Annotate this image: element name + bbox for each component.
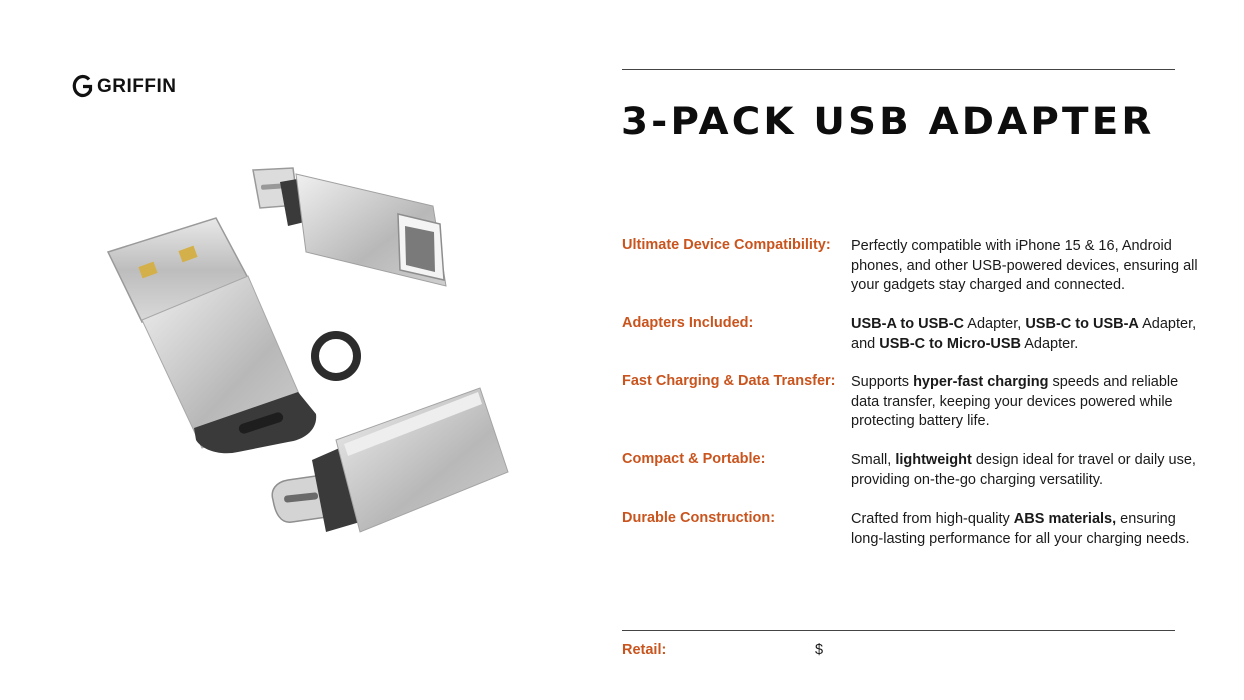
- feature-label-compact: Compact & Portable:: [622, 451, 766, 467]
- retail-price: $: [815, 642, 824, 658]
- page-title: 3-PACK USB ADAPTER: [621, 100, 1155, 143]
- feature-desc-text: Perfectly compatible with iPhone 15 & 16, Android phones, and other USB-powered devices, ensuring all your gadgets stay charged and connected.: [851, 238, 1198, 293]
- feature-desc-durable: [851, 510, 1201, 549]
- brand-logo: [72, 74, 177, 99]
- feature-label-fast-charging: Fast Charging & Data Transfer:: [622, 373, 836, 389]
- bottom-divider: [622, 630, 1175, 631]
- feature-desc-text: Adapter, and: [851, 316, 1197, 352]
- adapter-name-c-to-micro: USB-C to Micro-USB: [879, 335, 1022, 352]
- feature-highlight: ABS materials,: [1013, 511, 1117, 527]
- feature-desc-text: ensuring long-lasting performance for all your charging needs.: [851, 511, 1190, 547]
- feature-label-compatibility: Ultimate Device Compatibility:: [622, 237, 831, 253]
- adapter-usb-c-to-usb-a: [253, 168, 446, 286]
- feature-highlight: lightweight: [895, 452, 972, 468]
- feature-label-adapters: Adapters Included:: [622, 315, 754, 331]
- retail-label: Retail:: [622, 642, 667, 658]
- top-divider: [622, 69, 1175, 70]
- adapter-name-c-to-a: USB-C to USB-A: [1025, 316, 1139, 332]
- feature-desc-compact: [851, 451, 1201, 490]
- feature-desc-fast-charging: [851, 373, 1201, 432]
- usb-adapters-icon: [98, 160, 518, 540]
- feature-desc-text: Adapter,: [964, 316, 1026, 332]
- feature-desc-text: Small,: [851, 452, 896, 468]
- feature-desc-compatibility: [851, 237, 1201, 296]
- feature-highlight: hyper-fast charging: [913, 374, 1049, 390]
- brand-name: GRIFFIN: [97, 75, 177, 97]
- feature-desc-adapters: [851, 315, 1201, 354]
- feature-desc-text: speeds and reliable data transfer, keeping your devices powered while protecting battery life.: [851, 374, 1179, 429]
- feature-desc-text: Supports: [851, 374, 914, 390]
- adapter-name-a-to-c: USB-A to USB-C: [851, 316, 965, 332]
- feature-label-durable: Durable Construction:: [622, 510, 776, 526]
- feature-desc-text: design ideal for travel or daily use, providing on-the-go charging versatility.: [851, 452, 1196, 488]
- feature-desc-text: Crafted from high-quality: [851, 511, 1014, 527]
- feature-desc-text: Adapter.: [1021, 335, 1079, 352]
- griffin-g-icon: [72, 74, 93, 99]
